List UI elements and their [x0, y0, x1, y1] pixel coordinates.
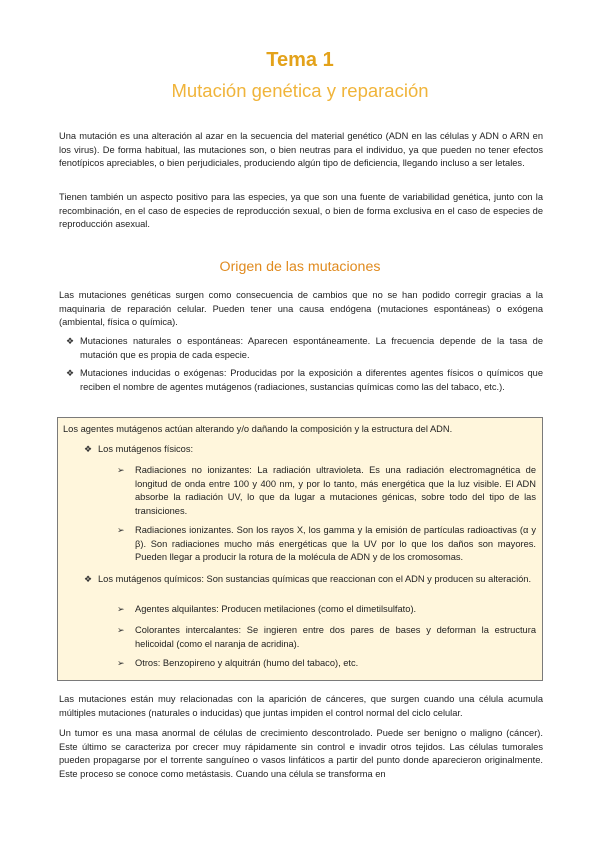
box-intro-text: Los agentes mutágenos actúan alterando y/o dañando la composición y la estructura del ADN.: [63, 424, 453, 434]
list-item: [117, 624, 536, 651]
list-item-text: Colorantes intercalantes: Se ingieren entre dos pares de bases y deforman la estructura helicoidal (como el naranja de acridina).: [135, 625, 536, 649]
arrow-bullet-icon: ➢: [117, 465, 125, 475]
diamond-bullet-icon: ❖: [84, 444, 93, 454]
diamond-bullet-icon: ❖: [66, 368, 75, 378]
list-item-text: Mutaciones inducidas o exógenas: Producidas por la exposición a diferentes agentes físicos o químicos que reciben el nombre de agentes mutágenos (radiaciones, sustancias químicas como las del tabaco, etc.).: [80, 368, 543, 392]
list-item: [117, 464, 536, 519]
list-item: [117, 657, 536, 671]
section-heading-origin: Origen de las mutaciones: [219, 259, 381, 275]
intro-paragraph-1: Una mutación es una alteración al azar en la secuencia del material genético (ADN en las células y ADN o ARN en los virus). De forma habitual, las mutaciones son, o bien neutras para el individuo, ya que pueden no tener efectos fenotípicos apreciables, o bien perjudiciales, produciendo algún tipo de deficiencia, llegando incluso a ser letales.: [59, 131, 543, 169]
list-item-text: Radiaciones no ionizantes: La radiación ultravioleta. Es una radiación electromagnética de longitud de onda entre 100 y 400 nm, y por lo tanto, más energética que la luz visible. El ADN absorbe la radiación UV, lo que da lugar a mutaciones génicas, sobre todo del tipo de las transiciones.: [135, 465, 536, 517]
diamond-bullet-icon: ❖: [84, 574, 93, 584]
arrow-bullet-icon: ➢: [117, 625, 125, 635]
list-item: [117, 603, 536, 617]
arrow-bullet-icon: ➢: [117, 604, 125, 614]
list-item-text: Otros: Benzopireno y alquitrán (humo del tabaco), etc.: [135, 658, 359, 668]
physical-mutagens-label: Los mutágenos físicos:: [98, 444, 194, 454]
origin-paragraph: Las mutaciones genéticas surgen como consecuencia de cambios que no se han podido corregir gracias a la maquinaria de reparación celular. Pueden tener una causa endógena (mutaciones espontáneas) o exógena (ambiental, física o química).: [59, 290, 543, 328]
list-item-text: Radiaciones ionizantes. Son los rayos X, los gamma y la emisión de partículas radioactivas (α y β). Son radiaciones mucho más energéticas que la UV por lo que los daños son mayores. Pueden llegar a producir la rotura de la molécula de ADN y de los cromosomas.: [135, 525, 536, 563]
list-item-text: Mutaciones naturales o espontáneas: Aparecen espontáneamente. La frecuencia depende de la tasa de mutación que es propia de cada especie.: [80, 336, 543, 360]
list-item-text: Agentes alquilantes: Producen metilaciones (como el dimetilsulfato).: [135, 604, 417, 614]
intro-paragraph-2: Tienen también un aspecto positivo para las especies, ya que son una fuente de variabilidad genética, junto con la recombinación, en el caso de especies de reproducción sexual, o bien de forma exclusiva en el caso de especies de reproducción asexual.: [59, 192, 543, 230]
list-item: [117, 524, 536, 565]
page-subtitle: Mutación genética y reparación: [171, 80, 429, 101]
list-item: [84, 443, 536, 457]
page-title: Tema 1: [266, 49, 334, 71]
closing-paragraph-2: Un tumor es una masa anormal de células de crecimiento descontrolado. Puede ser benigno o maligno (cáncer). Este último se caracteriza por crecer muy rápidamente sin control e invadir otros tejidos. Las células tumorales pueden propagarse por el torrente sanguíneo o vasos linfáticos a partir del punto donde aparecieron originalmente. Este proceso se conoce como metástasis. Cuando una célula se transforma en: [59, 728, 543, 780]
list-item: [66, 335, 543, 362]
chemical-mutagens-label: Los mutágenos químicos: Son sustancias químicas que reaccionan con el ADN y producen su alteración.: [98, 574, 532, 584]
arrow-bullet-icon: ➢: [117, 525, 125, 535]
diamond-bullet-icon: ❖: [66, 336, 75, 346]
list-item: [84, 573, 536, 587]
closing-paragraph-1: Las mutaciones están muy relacionadas con la aparición de cánceres, que surgen cuando una célula acumula múltiples mutaciones (naturales o inducidas) que juntas impiden el control normal del ciclo celular.: [59, 694, 543, 718]
arrow-bullet-icon: ➢: [117, 658, 125, 668]
list-item: [66, 367, 543, 394]
